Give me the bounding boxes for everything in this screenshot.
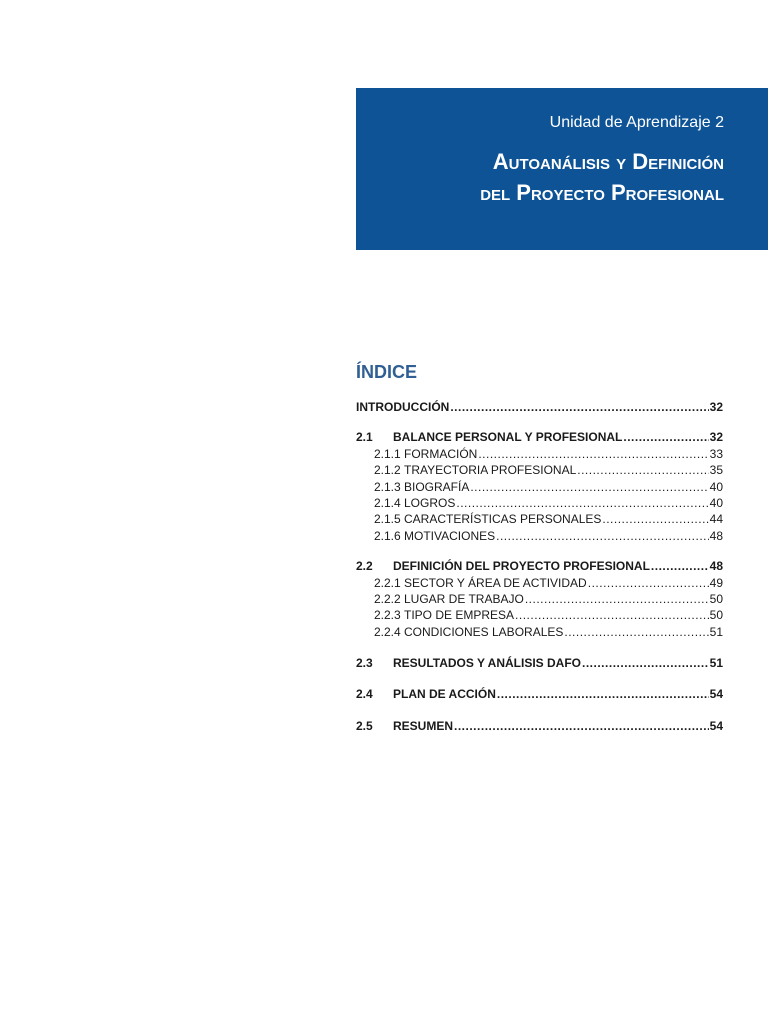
toc-entry-number: 2.2 <box>356 559 373 574</box>
toc-dot-leader <box>496 529 709 543</box>
toc-entry-label: MOTIVACIONES <box>404 528 496 543</box>
toc-entry-page: 48 <box>709 528 723 543</box>
toc-dot-leader <box>564 625 708 639</box>
toc-dot-leader <box>623 430 708 444</box>
toc-entry-label: TRAYECTORIA PROFESIONAL <box>404 463 577 478</box>
toc-entry-2-1-2[interactable] <box>356 463 723 479</box>
toc-entry-label: PLAN DE ACCIÓN <box>393 687 496 702</box>
toc-entry-2-2-3[interactable] <box>356 608 723 624</box>
toc-entry-label: BALANCE PERSONAL Y PROFESIONAL <box>393 430 623 445</box>
unit-title-line-1: Autoanálisis y Definición <box>492 149 724 174</box>
toc-entry-number: 2.5 <box>356 718 373 733</box>
toc-entry-2-1-6[interactable] <box>356 529 723 545</box>
toc-entry-page: 51 <box>709 624 723 639</box>
toc-entry-label: BIOGRAFÍA <box>404 479 470 494</box>
toc-entry-2-1-5[interactable] <box>356 512 723 528</box>
toc-spacer <box>356 545 723 559</box>
toc-entry-page: 33 <box>709 446 723 461</box>
toc-entry-page: 32 <box>709 430 723 445</box>
toc-entry-page: 54 <box>709 718 723 733</box>
toc-entry-label: LOGROS <box>404 495 456 510</box>
toc-entry-page: 49 <box>709 575 723 590</box>
toc-entry-number: 2.1.3 <box>374 479 401 494</box>
toc-entry-page: 32 <box>709 400 723 414</box>
toc-dot-leader <box>478 447 708 461</box>
toc-dot-leader <box>525 592 709 606</box>
toc-entry-number: 2.2.2 <box>374 591 401 606</box>
toc-entry-2-5[interactable] <box>356 719 723 735</box>
toc-entry-label: FORMACIÓN <box>404 446 478 461</box>
toc-entry-2-1-3[interactable] <box>356 480 723 496</box>
toc-entry-number: 2.1.4 <box>374 495 401 510</box>
toc-entry-page: 40 <box>709 479 723 494</box>
unit-header-box <box>356 88 768 250</box>
toc-entry-label: LUGAR DE TRABAJO <box>404 591 524 606</box>
toc-entry-label: CARACTERÍSTICAS PERSONALES <box>404 512 602 527</box>
toc-entry-page: 40 <box>709 495 723 510</box>
toc-entry-label: SECTOR Y ÁREA DE ACTIVIDAD <box>404 575 587 590</box>
toc-dot-leader <box>588 576 709 590</box>
toc-entry-label: RESULTADOS Y ANÁLISIS DAFO <box>393 656 582 671</box>
toc-entry-number: 2.2.4 <box>374 624 401 639</box>
toc-entry-2-3[interactable] <box>356 656 723 672</box>
toc-dot-leader <box>651 559 709 573</box>
toc-entry-number: 2.1 <box>356 430 373 445</box>
toc-spacer <box>356 641 723 656</box>
toc-dot-leader <box>582 656 709 670</box>
toc-entry-number: 2.1.1 <box>374 446 401 461</box>
toc-dot-leader <box>602 512 708 526</box>
toc-dot-leader <box>577 463 708 477</box>
toc-entry-2-1-1[interactable] <box>356 447 723 463</box>
toc-entry-number: 2.4 <box>356 687 373 702</box>
toc-entry-2-2-4[interactable] <box>356 625 723 641</box>
toc-entry-number: 2.1.5 <box>374 512 401 527</box>
toc-entry-page: 54 <box>709 687 723 702</box>
toc-entry-page: 50 <box>709 591 723 606</box>
toc-entry-2-4[interactable] <box>356 687 723 703</box>
toc-spacer <box>356 416 723 430</box>
toc-entry-2-1[interactable] <box>356 430 723 446</box>
toc-entry-label: TIPO DE EMPRESA <box>404 608 515 623</box>
toc-entry-2-2-2[interactable] <box>356 592 723 608</box>
toc-dot-leader <box>454 719 709 733</box>
toc-entry-page: 51 <box>709 656 723 671</box>
toc-dot-leader <box>515 608 709 622</box>
toc-dot-leader <box>456 496 708 510</box>
toc-entry-label: CONDICIONES LABORALES <box>404 624 564 639</box>
toc-entry-number: 2.2.3 <box>374 608 401 623</box>
toc-entry-2-1-4[interactable] <box>356 496 723 512</box>
toc-entry-label: RESUMEN <box>393 718 454 733</box>
toc-dot-leader <box>497 687 709 701</box>
toc-spacer <box>356 672 723 687</box>
toc-entry-page: 48 <box>709 559 723 574</box>
toc-dot-leader <box>450 400 708 414</box>
index-heading: ÍNDICE <box>356 362 418 382</box>
toc-entry-number: 2.1.6 <box>374 528 401 543</box>
unit-title <box>480 146 724 208</box>
toc-entry-number: 2.3 <box>356 656 373 671</box>
table-of-contents <box>356 400 723 735</box>
unit-label: Unidad de Aprendizaje 2 <box>549 114 724 131</box>
toc-entry-number: 2.2.1 <box>374 575 401 590</box>
toc-entry-page: 44 <box>709 512 723 527</box>
toc-entry-number: 2.1.2 <box>374 463 401 478</box>
toc-entry-label: DEFINICIÓN DEL PROYECTO PROFESIONAL <box>393 559 650 574</box>
toc-entry-introduccion[interactable] <box>356 400 723 416</box>
toc-entry-2-2-1[interactable] <box>356 576 723 592</box>
toc-entry-2-2[interactable] <box>356 559 723 575</box>
toc-dot-leader <box>470 480 708 494</box>
unit-title-line-2: del Proyecto Profesional <box>480 180 724 205</box>
toc-entry-label: INTRODUCCIÓN <box>356 400 450 414</box>
toc-spacer <box>356 704 723 719</box>
toc-entry-page: 35 <box>709 463 723 478</box>
toc-entry-page: 50 <box>709 608 723 623</box>
